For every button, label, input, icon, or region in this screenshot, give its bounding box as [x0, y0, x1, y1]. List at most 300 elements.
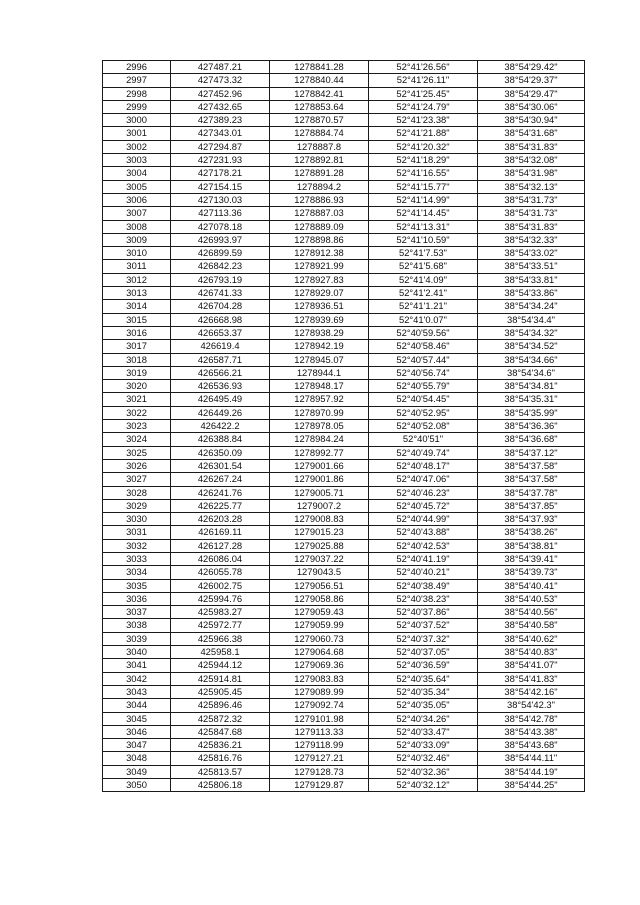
- x-coordinate-cell: 425972.77: [171, 619, 270, 632]
- latitude-cell: 52°41'20.32": [369, 140, 478, 153]
- table-row: [103, 779, 585, 792]
- latitude-cell: 52°40'34.26": [369, 712, 478, 725]
- point-number-cell: 3028: [103, 486, 171, 499]
- longitude-cell: 38°54'32.08": [478, 154, 585, 167]
- y-coordinate-cell: 1278894.2: [270, 180, 369, 193]
- x-coordinate-cell: 425806.18: [171, 779, 270, 792]
- table-row: [103, 366, 585, 379]
- x-coordinate-cell: 427452.96: [171, 87, 270, 100]
- longitude-cell: 38°54'33.86": [478, 287, 585, 300]
- y-coordinate-cell: 1278842.41: [270, 87, 369, 100]
- longitude-cell: 38°54'31.83": [478, 220, 585, 233]
- x-coordinate-cell: 426495.49: [171, 393, 270, 406]
- y-coordinate-cell: 1278892.81: [270, 154, 369, 167]
- point-number-cell: 3031: [103, 526, 171, 539]
- longitude-cell: 38°54'41.83": [478, 672, 585, 685]
- x-coordinate-cell: 426587.71: [171, 353, 270, 366]
- longitude-cell: 38°54'33.51": [478, 260, 585, 273]
- table-row: [103, 579, 585, 592]
- x-coordinate-cell: 426653.37: [171, 326, 270, 339]
- longitude-cell: 38°54'36.36": [478, 420, 585, 433]
- y-coordinate-cell: 1278938.29: [270, 326, 369, 339]
- y-coordinate-cell: 1279118.99: [270, 739, 369, 752]
- latitude-cell: 52°40'37.32": [369, 632, 478, 645]
- longitude-cell: 38°54'35.31": [478, 393, 585, 406]
- x-coordinate-cell: 427178.21: [171, 167, 270, 180]
- point-number-cell: 3036: [103, 592, 171, 605]
- point-number-cell: 3033: [103, 552, 171, 565]
- y-coordinate-cell: 1278887.03: [270, 207, 369, 220]
- latitude-cell: 52°41'26.11": [369, 74, 478, 87]
- table-row: [103, 712, 585, 725]
- x-coordinate-cell: 427078.18: [171, 220, 270, 233]
- x-coordinate-cell: 427432.65: [171, 100, 270, 113]
- y-coordinate-cell: 1279037.22: [270, 552, 369, 565]
- latitude-cell: 52°40'52.95": [369, 406, 478, 419]
- longitude-cell: 38°54'37.58": [478, 473, 585, 486]
- longitude-cell: 38°54'31.83": [478, 140, 585, 153]
- point-number-cell: 3016: [103, 326, 171, 339]
- table-row: [103, 739, 585, 752]
- x-coordinate-cell: 426993.97: [171, 233, 270, 246]
- latitude-cell: 52°40'35.05": [369, 699, 478, 712]
- table-row: [103, 220, 585, 233]
- y-coordinate-cell: 1278841.28: [270, 61, 369, 74]
- latitude-cell: 52°40'37.05": [369, 646, 478, 659]
- y-coordinate-cell: 1279089.99: [270, 685, 369, 698]
- longitude-cell: 38°54'39.73": [478, 566, 585, 579]
- x-coordinate-cell: 425914.81: [171, 672, 270, 685]
- latitude-cell: 52°41'14.45": [369, 207, 478, 220]
- point-number-cell: 3026: [103, 459, 171, 472]
- x-coordinate-cell: 427473.32: [171, 74, 270, 87]
- table-row: [103, 659, 585, 672]
- y-coordinate-cell: 1278886.93: [270, 193, 369, 206]
- latitude-cell: 52°41'0.07": [369, 313, 478, 326]
- longitude-cell: 38°54'34.32": [478, 326, 585, 339]
- longitude-cell: 38°54'35.99": [478, 406, 585, 419]
- longitude-cell: 38°54'41.07": [478, 659, 585, 672]
- longitude-cell: 38°54'42.78": [478, 712, 585, 725]
- table-row: [103, 473, 585, 486]
- point-number-cell: 3008: [103, 220, 171, 233]
- y-coordinate-cell: 1278929.07: [270, 287, 369, 300]
- latitude-cell: 52°40'41.19": [369, 552, 478, 565]
- longitude-cell: 38°54'29.47": [478, 87, 585, 100]
- table-row: [103, 446, 585, 459]
- point-number-cell: 3006: [103, 193, 171, 206]
- point-number-cell: 3022: [103, 406, 171, 419]
- x-coordinate-cell: 427113.36: [171, 207, 270, 220]
- x-coordinate-cell: 426002.75: [171, 579, 270, 592]
- point-number-cell: 3025: [103, 446, 171, 459]
- x-coordinate-cell: 426741.33: [171, 287, 270, 300]
- point-number-cell: 3042: [103, 672, 171, 685]
- longitude-cell: 38°54'40.41": [478, 579, 585, 592]
- latitude-cell: 52°41'1.21": [369, 300, 478, 313]
- coordinates-table-body: [103, 61, 585, 792]
- longitude-cell: 38°54'39.41": [478, 552, 585, 565]
- y-coordinate-cell: 1278939.69: [270, 313, 369, 326]
- longitude-cell: 38°54'44.19": [478, 765, 585, 778]
- y-coordinate-cell: 1279059.43: [270, 606, 369, 619]
- x-coordinate-cell: 426127.28: [171, 539, 270, 552]
- y-coordinate-cell: 1278978.05: [270, 420, 369, 433]
- latitude-cell: 52°40'48.17": [369, 459, 478, 472]
- y-coordinate-cell: 1279058.86: [270, 592, 369, 605]
- table-row: [103, 154, 585, 167]
- latitude-cell: 52°41'4.09": [369, 273, 478, 286]
- x-coordinate-cell: 426350.09: [171, 446, 270, 459]
- y-coordinate-cell: 1278942.19: [270, 340, 369, 353]
- longitude-cell: 38°54'40.62": [478, 632, 585, 645]
- latitude-cell: 52°41'18.29": [369, 154, 478, 167]
- latitude-cell: 52°41'21.88": [369, 127, 478, 140]
- y-coordinate-cell: 1279043.5: [270, 566, 369, 579]
- table-row: [103, 247, 585, 260]
- latitude-cell: 52°40'55.79": [369, 380, 478, 393]
- longitude-cell: 38°54'33.81": [478, 273, 585, 286]
- table-row: [103, 420, 585, 433]
- table-row: [103, 526, 585, 539]
- longitude-cell: 38°54'40.53": [478, 592, 585, 605]
- longitude-cell: 38°54'44.11": [478, 752, 585, 765]
- longitude-cell: 38°54'37.93": [478, 513, 585, 526]
- longitude-cell: 38°54'43.38": [478, 725, 585, 738]
- table-row: [103, 273, 585, 286]
- x-coordinate-cell: 425872.32: [171, 712, 270, 725]
- table-row: [103, 765, 585, 778]
- point-number-cell: 3000: [103, 114, 171, 127]
- y-coordinate-cell: 1279025.88: [270, 539, 369, 552]
- y-coordinate-cell: 1278927.83: [270, 273, 369, 286]
- table-row: [103, 752, 585, 765]
- point-number-cell: 3034: [103, 566, 171, 579]
- x-coordinate-cell: 426422.2: [171, 420, 270, 433]
- longitude-cell: 38°54'31.68": [478, 127, 585, 140]
- table-row: [103, 513, 585, 526]
- y-coordinate-cell: 1279005.71: [270, 486, 369, 499]
- y-coordinate-cell: 1278870.57: [270, 114, 369, 127]
- longitude-cell: 38°54'31.73": [478, 207, 585, 220]
- point-number-cell: 3038: [103, 619, 171, 632]
- longitude-cell: 38°54'32.33": [478, 233, 585, 246]
- y-coordinate-cell: 1278970.99: [270, 406, 369, 419]
- table-row: [103, 699, 585, 712]
- table-row: [103, 632, 585, 645]
- coordinates-table: [102, 60, 585, 792]
- longitude-cell: 38°54'31.98": [478, 167, 585, 180]
- point-number-cell: 3001: [103, 127, 171, 140]
- x-coordinate-cell: 426203.28: [171, 513, 270, 526]
- y-coordinate-cell: 1279060.73: [270, 632, 369, 645]
- longitude-cell: 38°54'42.3": [478, 699, 585, 712]
- table-row: [103, 566, 585, 579]
- x-coordinate-cell: 426055.78: [171, 566, 270, 579]
- point-number-cell: 3040: [103, 646, 171, 659]
- latitude-cell: 52°41'23.38": [369, 114, 478, 127]
- point-number-cell: 3018: [103, 353, 171, 366]
- longitude-cell: 38°54'34.81": [478, 380, 585, 393]
- latitude-cell: 52°40'32.12": [369, 779, 478, 792]
- x-coordinate-cell: 427231.93: [171, 154, 270, 167]
- latitude-cell: 52°40'49.74": [369, 446, 478, 459]
- y-coordinate-cell: 1278853.64: [270, 100, 369, 113]
- latitude-cell: 52°40'51": [369, 433, 478, 446]
- latitude-cell: 52°40'37.86": [369, 606, 478, 619]
- longitude-cell: 38°54'34.24": [478, 300, 585, 313]
- latitude-cell: 52°40'38.23": [369, 592, 478, 605]
- point-number-cell: 3039: [103, 632, 171, 645]
- y-coordinate-cell: 1278984.24: [270, 433, 369, 446]
- point-number-cell: 3002: [103, 140, 171, 153]
- y-coordinate-cell: 1279008.83: [270, 513, 369, 526]
- point-number-cell: 3037: [103, 606, 171, 619]
- y-coordinate-cell: 1278840.44: [270, 74, 369, 87]
- latitude-cell: 52°41'5.68": [369, 260, 478, 273]
- longitude-cell: 38°54'30.06": [478, 100, 585, 113]
- point-number-cell: 3032: [103, 539, 171, 552]
- x-coordinate-cell: 426566.21: [171, 366, 270, 379]
- latitude-cell: 52°41'24.79": [369, 100, 478, 113]
- x-coordinate-cell: 425994.76: [171, 592, 270, 605]
- longitude-cell: 38°54'38.81": [478, 539, 585, 552]
- table-row: [103, 646, 585, 659]
- longitude-cell: 38°54'29.42": [478, 61, 585, 74]
- x-coordinate-cell: 427343.01: [171, 127, 270, 140]
- x-coordinate-cell: 426449.26: [171, 406, 270, 419]
- longitude-cell: 38°54'33.02": [478, 247, 585, 260]
- point-number-cell: 3035: [103, 579, 171, 592]
- table-row: [103, 313, 585, 326]
- y-coordinate-cell: 1278936.51: [270, 300, 369, 313]
- point-number-cell: 3005: [103, 180, 171, 193]
- x-coordinate-cell: 426169.11: [171, 526, 270, 539]
- x-coordinate-cell: 426267.24: [171, 473, 270, 486]
- y-coordinate-cell: 1278992.77: [270, 446, 369, 459]
- longitude-cell: 38°54'40.58": [478, 619, 585, 632]
- y-coordinate-cell: 1279015.23: [270, 526, 369, 539]
- x-coordinate-cell: 425944.12: [171, 659, 270, 672]
- latitude-cell: 52°40'36.59": [369, 659, 478, 672]
- y-coordinate-cell: 1278887.8: [270, 140, 369, 153]
- x-coordinate-cell: 427294.87: [171, 140, 270, 153]
- table-row: [103, 406, 585, 419]
- table-row: [103, 353, 585, 366]
- latitude-cell: 52°40'42.53": [369, 539, 478, 552]
- latitude-cell: 52°40'40.21": [369, 566, 478, 579]
- x-coordinate-cell: 425816.76: [171, 752, 270, 765]
- latitude-cell: 52°41'15.77": [369, 180, 478, 193]
- point-number-cell: 3003: [103, 154, 171, 167]
- table-row: [103, 393, 585, 406]
- y-coordinate-cell: 1278889.09: [270, 220, 369, 233]
- y-coordinate-cell: 1278912.38: [270, 247, 369, 260]
- point-number-cell: 2998: [103, 87, 171, 100]
- table-row: [103, 433, 585, 446]
- longitude-cell: 38°54'32.13": [478, 180, 585, 193]
- longitude-cell: 38°54'40.56": [478, 606, 585, 619]
- point-number-cell: 3017: [103, 340, 171, 353]
- x-coordinate-cell: 426704.28: [171, 300, 270, 313]
- x-coordinate-cell: 426086.04: [171, 552, 270, 565]
- longitude-cell: 38°54'36.68": [478, 433, 585, 446]
- y-coordinate-cell: 1279127.21: [270, 752, 369, 765]
- table-row: [103, 592, 585, 605]
- latitude-cell: 52°40'46.23": [369, 486, 478, 499]
- x-coordinate-cell: 425836.21: [171, 739, 270, 752]
- y-coordinate-cell: 1278957.92: [270, 393, 369, 406]
- y-coordinate-cell: 1279101.98: [270, 712, 369, 725]
- point-number-cell: 3020: [103, 380, 171, 393]
- table-row: [103, 140, 585, 153]
- x-coordinate-cell: 426793.19: [171, 273, 270, 286]
- point-number-cell: 3015: [103, 313, 171, 326]
- point-number-cell: 3046: [103, 725, 171, 738]
- latitude-cell: 52°41'14.99": [369, 193, 478, 206]
- table-row: [103, 87, 585, 100]
- y-coordinate-cell: 1279092.74: [270, 699, 369, 712]
- y-coordinate-cell: 1279064.68: [270, 646, 369, 659]
- longitude-cell: 38°54'37.85": [478, 499, 585, 512]
- point-number-cell: 3049: [103, 765, 171, 778]
- x-coordinate-cell: 426899.59: [171, 247, 270, 260]
- table-row: [103, 207, 585, 220]
- point-number-cell: 3045: [103, 712, 171, 725]
- table-row: [103, 459, 585, 472]
- y-coordinate-cell: 1279059.99: [270, 619, 369, 632]
- longitude-cell: 38°54'34.4": [478, 313, 585, 326]
- table-row: [103, 74, 585, 87]
- x-coordinate-cell: 426241.76: [171, 486, 270, 499]
- latitude-cell: 52°40'43.88": [369, 526, 478, 539]
- x-coordinate-cell: 426842.23: [171, 260, 270, 273]
- longitude-cell: 38°54'40.83": [478, 646, 585, 659]
- latitude-cell: 52°40'56.74": [369, 366, 478, 379]
- table-row: [103, 127, 585, 140]
- latitude-cell: 52°40'54.45": [369, 393, 478, 406]
- y-coordinate-cell: 1279056.51: [270, 579, 369, 592]
- latitude-cell: 52°41'7.53": [369, 247, 478, 260]
- x-coordinate-cell: 426536.93: [171, 380, 270, 393]
- point-number-cell: 3048: [103, 752, 171, 765]
- latitude-cell: 52°40'38.49": [369, 579, 478, 592]
- y-coordinate-cell: 1278945.07: [270, 353, 369, 366]
- y-coordinate-cell: 1278921.99: [270, 260, 369, 273]
- point-number-cell: 3012: [103, 273, 171, 286]
- x-coordinate-cell: 425958.1: [171, 646, 270, 659]
- table-row: [103, 380, 585, 393]
- y-coordinate-cell: 1278884.74: [270, 127, 369, 140]
- point-number-cell: 3004: [103, 167, 171, 180]
- table-row: [103, 287, 585, 300]
- y-coordinate-cell: 1279001.66: [270, 459, 369, 472]
- point-number-cell: 3047: [103, 739, 171, 752]
- table-row: [103, 672, 585, 685]
- x-coordinate-cell: 426668.98: [171, 313, 270, 326]
- x-coordinate-cell: 426301.54: [171, 459, 270, 472]
- point-number-cell: 3043: [103, 685, 171, 698]
- latitude-cell: 52°40'58.46": [369, 340, 478, 353]
- table-row: [103, 685, 585, 698]
- point-number-cell: 3011: [103, 260, 171, 273]
- x-coordinate-cell: 427487.21: [171, 61, 270, 74]
- latitude-cell: 52°40'57.44": [369, 353, 478, 366]
- latitude-cell: 52°41'10.59": [369, 233, 478, 246]
- latitude-cell: 52°40'59.56": [369, 326, 478, 339]
- point-number-cell: 3029: [103, 499, 171, 512]
- x-coordinate-cell: 426225.77: [171, 499, 270, 512]
- x-coordinate-cell: 425983.27: [171, 606, 270, 619]
- table-row: [103, 61, 585, 74]
- longitude-cell: 38°54'37.12": [478, 446, 585, 459]
- point-number-cell: 3019: [103, 366, 171, 379]
- latitude-cell: 52°41'26.56": [369, 61, 478, 74]
- table-row: [103, 486, 585, 499]
- longitude-cell: 38°54'34.66": [478, 353, 585, 366]
- table-row: [103, 606, 585, 619]
- latitude-cell: 52°41'13.31": [369, 220, 478, 233]
- table-row: [103, 619, 585, 632]
- point-number-cell: 3050: [103, 779, 171, 792]
- latitude-cell: 52°40'33.09": [369, 739, 478, 752]
- y-coordinate-cell: 1278898.86: [270, 233, 369, 246]
- table-row: [103, 180, 585, 193]
- point-number-cell: 3010: [103, 247, 171, 260]
- table-row: [103, 167, 585, 180]
- latitude-cell: 52°40'33.47": [369, 725, 478, 738]
- point-number-cell: 3023: [103, 420, 171, 433]
- y-coordinate-cell: 1279113.33: [270, 725, 369, 738]
- longitude-cell: 38°54'44.25": [478, 779, 585, 792]
- longitude-cell: 38°54'37.58": [478, 459, 585, 472]
- point-number-cell: 3030: [103, 513, 171, 526]
- point-number-cell: 3013: [103, 287, 171, 300]
- x-coordinate-cell: 426388.84: [171, 433, 270, 446]
- latitude-cell: 52°40'32.36": [369, 765, 478, 778]
- table-row: [103, 300, 585, 313]
- table-row: [103, 114, 585, 127]
- latitude-cell: 52°40'52.08": [369, 420, 478, 433]
- longitude-cell: 38°54'42.16": [478, 685, 585, 698]
- latitude-cell: 52°41'25.45": [369, 87, 478, 100]
- point-number-cell: 3007: [103, 207, 171, 220]
- y-coordinate-cell: 1279129.87: [270, 779, 369, 792]
- longitude-cell: 38°54'37.78": [478, 486, 585, 499]
- x-coordinate-cell: 427130.03: [171, 193, 270, 206]
- point-number-cell: 3014: [103, 300, 171, 313]
- table-row: [103, 539, 585, 552]
- latitude-cell: 52°41'16.55": [369, 167, 478, 180]
- table-row: [103, 326, 585, 339]
- x-coordinate-cell: 425966.38: [171, 632, 270, 645]
- longitude-cell: 38°54'43.68": [478, 739, 585, 752]
- table-row: [103, 725, 585, 738]
- table-row: [103, 552, 585, 565]
- latitude-cell: 52°40'35.34": [369, 685, 478, 698]
- y-coordinate-cell: 1279001.86: [270, 473, 369, 486]
- y-coordinate-cell: 1279083.83: [270, 672, 369, 685]
- y-coordinate-cell: 1278891.28: [270, 167, 369, 180]
- x-coordinate-cell: 426619.4: [171, 340, 270, 353]
- y-coordinate-cell: 1279128.73: [270, 765, 369, 778]
- point-number-cell: 2999: [103, 100, 171, 113]
- table-row: [103, 260, 585, 273]
- point-number-cell: 2997: [103, 74, 171, 87]
- latitude-cell: 52°40'35.64": [369, 672, 478, 685]
- point-number-cell: 3009: [103, 233, 171, 246]
- longitude-cell: 38°54'30.94": [478, 114, 585, 127]
